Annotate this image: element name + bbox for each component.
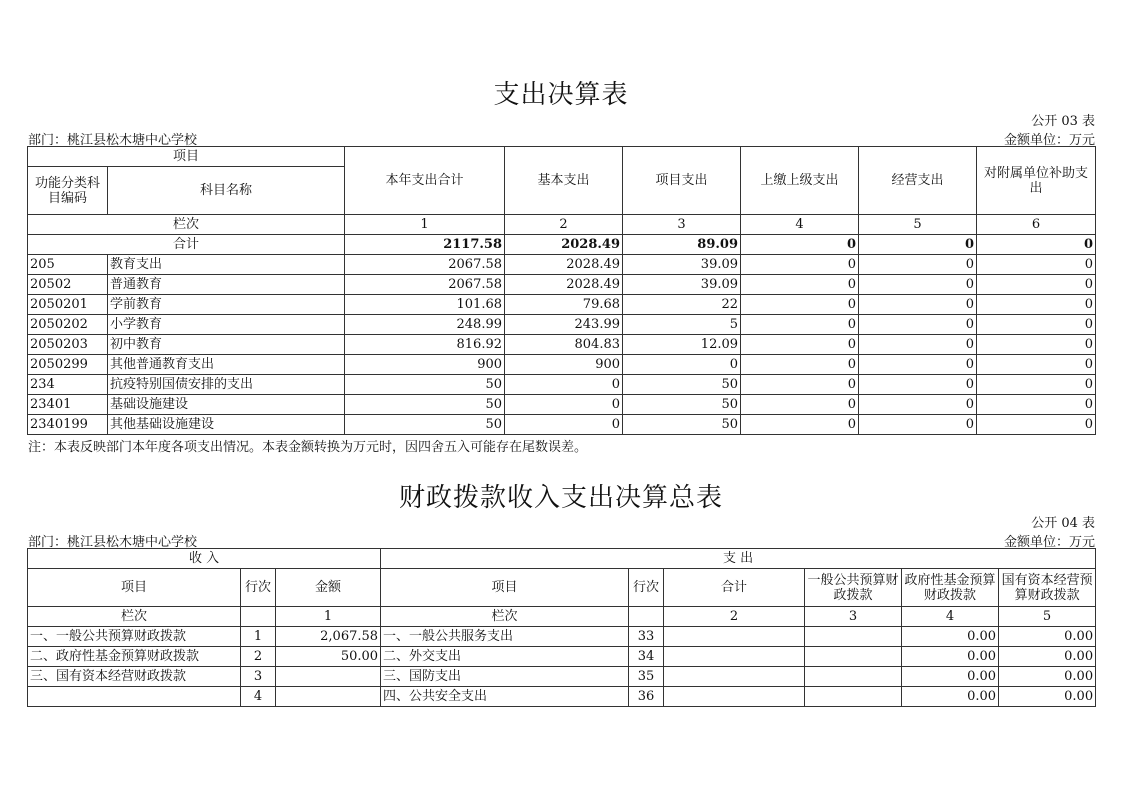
row-value: 0 (741, 355, 859, 375)
expenditure-table (27, 146, 1096, 435)
row-name: 基础设施建设 (108, 395, 345, 415)
header-item: 项目 (28, 569, 241, 607)
row-name: 其他普通教育支出 (108, 355, 345, 375)
expense-general (805, 647, 902, 667)
row-value: 39.09 (623, 275, 741, 295)
expense-state: 0.00 (999, 647, 1096, 667)
expense-item: 一、一般公共服务支出 (381, 627, 629, 647)
row-value: 0 (859, 415, 977, 435)
income-header: 收 入 (28, 549, 381, 569)
header-subsidy: 对附属单位补助支出 (977, 147, 1096, 215)
expense-state: 0.00 (999, 687, 1096, 707)
row-value: 0 (859, 355, 977, 375)
row-value: 0 (741, 415, 859, 435)
row-value: 0 (505, 375, 623, 395)
row-value: 816.92 (345, 335, 505, 355)
expense-total (664, 687, 805, 707)
row-value: 0 (859, 255, 977, 275)
expense-state: 0.00 (999, 667, 1096, 687)
row-value: 2028.49 (505, 255, 623, 275)
row-value: 0 (977, 335, 1096, 355)
table-row (28, 415, 1096, 435)
row-name: 普通教育 (108, 275, 345, 295)
total-cell: 2117.58 (345, 235, 505, 255)
row-value: 0 (977, 415, 1096, 435)
header-expense-item: 项目 (381, 569, 629, 607)
row-value: 5 (623, 315, 741, 335)
row-value: 0 (741, 255, 859, 275)
table-row (28, 315, 1096, 335)
total-cell: 2028.49 (505, 235, 623, 255)
header-name: 科目名称 (108, 167, 345, 215)
header-fund-budget: 政府性基金预算财政拨款 (902, 569, 999, 607)
header-sum: 合计 (664, 569, 805, 607)
table2-department: 部门：桃江县松木塘中心学校 (28, 535, 198, 550)
total-cell: 0 (741, 235, 859, 255)
lanci-col: 2 (664, 607, 805, 627)
table-row (28, 647, 1096, 667)
expense-fund: 0.00 (902, 667, 999, 687)
row-value: 0 (977, 275, 1096, 295)
lanci-col: 1 (276, 607, 381, 627)
lanci-label-expense: 栏次 (381, 607, 629, 627)
header-business: 经营支出 (859, 147, 977, 215)
table-row (28, 295, 1096, 315)
table-row (28, 627, 1096, 647)
table1-note: 注：本表反映部门本年度各项支出情况。本表金额转换为万元时，因四舍五入可能存在尾数误差。 (28, 440, 588, 455)
row-code: 20502 (28, 275, 108, 295)
row-value: 900 (505, 355, 623, 375)
expense-state: 0.00 (999, 627, 1096, 647)
table2-unit: 金额单位：万元 (1003, 535, 1095, 550)
income-amount: 2,067.58 (276, 627, 381, 647)
row-name: 小学教育 (108, 315, 345, 335)
row-value: 12.09 (623, 335, 741, 355)
row-value: 0 (505, 395, 623, 415)
expense-row-no: 34 (629, 647, 664, 667)
table-row (28, 355, 1096, 375)
row-value: 0 (859, 315, 977, 335)
header-expense-row-no: 行次 (629, 569, 664, 607)
row-name: 教育支出 (108, 255, 345, 275)
row-value: 2028.49 (505, 275, 623, 295)
row-name: 其他基础设施建设 (108, 415, 345, 435)
row-value: 0 (859, 295, 977, 315)
row-value: 0 (741, 275, 859, 295)
row-value: 248.99 (345, 315, 505, 335)
row-value: 0 (977, 355, 1096, 375)
lanci-col: 4 (902, 607, 999, 627)
header-upper: 上缴上级支出 (741, 147, 859, 215)
table1-unit: 金额单位：万元 (1003, 133, 1095, 148)
row-value: 0 (977, 375, 1096, 395)
expense-total (664, 667, 805, 687)
lanci-col: 5 (859, 215, 977, 235)
row-value: 50 (623, 395, 741, 415)
row-value: 0 (977, 315, 1096, 335)
row-value: 0 (741, 395, 859, 415)
row-value: 0 (741, 375, 859, 395)
row-value: 101.68 (345, 295, 505, 315)
table-row (28, 275, 1096, 295)
row-value: 50 (623, 375, 741, 395)
row-value: 0 (741, 335, 859, 355)
lanci-label: 栏次 (28, 607, 241, 627)
row-value: 243.99 (505, 315, 623, 335)
header-state-capital: 国有资本经营预算财政拨款 (999, 569, 1096, 607)
table1-form-number: 公开 03 表 (1031, 114, 1095, 129)
row-value: 0 (859, 275, 977, 295)
table-row (28, 255, 1096, 275)
income-row-no: 3 (241, 667, 276, 687)
income-amount (276, 687, 381, 707)
income-item: 一、一般公共预算财政拨款 (28, 627, 241, 647)
row-value: 0 (977, 295, 1096, 315)
row-value: 0 (741, 295, 859, 315)
lanci-col: 3 (805, 607, 902, 627)
income-amount (276, 667, 381, 687)
row-code: 2050299 (28, 355, 108, 375)
header-total: 本年支出合计 (345, 147, 505, 215)
row-value: 50 (345, 395, 505, 415)
row-value: 2067.58 (345, 275, 505, 295)
fiscal-appropriation-table (27, 548, 1096, 707)
income-row-no: 2 (241, 647, 276, 667)
total-label: 合计 (28, 235, 345, 255)
row-value: 0 (977, 255, 1096, 275)
income-item (28, 687, 241, 707)
row-code: 23401 (28, 395, 108, 415)
lanci-col: 1 (345, 215, 505, 235)
row-code: 234 (28, 375, 108, 395)
row-name: 抗疫特别国债安排的支出 (108, 375, 345, 395)
row-value: 900 (345, 355, 505, 375)
table-row (28, 375, 1096, 395)
expense-fund: 0.00 (902, 627, 999, 647)
row-value: 2067.58 (345, 255, 505, 275)
expense-row-no: 36 (629, 687, 664, 707)
row-name: 初中教育 (108, 335, 345, 355)
total-cell: 89.09 (623, 235, 741, 255)
header-project: 项目支出 (623, 147, 741, 215)
lanci-col: 3 (623, 215, 741, 235)
header-amount: 金额 (276, 569, 381, 607)
expense-item: 三、国防支出 (381, 667, 629, 687)
income-row-no: 1 (241, 627, 276, 647)
lanci-col: 6 (977, 215, 1096, 235)
expense-header: 支 出 (381, 549, 1096, 569)
row-value: 0 (505, 415, 623, 435)
row-value: 79.68 (505, 295, 623, 315)
expense-total (664, 627, 805, 647)
row-value: 39.09 (623, 255, 741, 275)
expense-general (805, 627, 902, 647)
table1-department: 部门：桃江县松木塘中心学校 (28, 133, 198, 148)
table-row (28, 667, 1096, 687)
row-value: 0 (977, 395, 1096, 415)
expense-general (805, 667, 902, 687)
expense-total (664, 647, 805, 667)
row-value: 0 (741, 315, 859, 335)
row-code: 2050201 (28, 295, 108, 315)
row-value: 0 (859, 375, 977, 395)
lanci-col: 5 (999, 607, 1096, 627)
row-value: 50 (623, 415, 741, 435)
total-cell: 0 (859, 235, 977, 255)
table-row (28, 335, 1096, 355)
row-code: 2340199 (28, 415, 108, 435)
table2-title: 财政拨款收入支出决算总表 (398, 483, 723, 513)
table1-title: 支出决算表 (493, 80, 629, 110)
row-value: 0 (859, 335, 977, 355)
total-cell: 0 (977, 235, 1096, 255)
expense-fund: 0.00 (902, 647, 999, 667)
header-basic: 基本支出 (505, 147, 623, 215)
table2-form-number: 公开 04 表 (1031, 516, 1095, 531)
row-value: 804.83 (505, 335, 623, 355)
row-value: 0 (859, 395, 977, 415)
row-code: 2050203 (28, 335, 108, 355)
expense-row-no: 33 (629, 627, 664, 647)
table-row (28, 687, 1096, 707)
expense-item: 二、外交支出 (381, 647, 629, 667)
header-row-no: 行次 (241, 569, 276, 607)
header-item: 项目 (28, 147, 345, 167)
income-item: 二、政府性基金预算财政拨款 (28, 647, 241, 667)
row-code: 2050202 (28, 315, 108, 335)
income-amount: 50.00 (276, 647, 381, 667)
lanci-col: 4 (741, 215, 859, 235)
expense-general (805, 687, 902, 707)
row-value: 50 (345, 375, 505, 395)
row-name: 学前教育 (108, 295, 345, 315)
row-value: 0 (623, 355, 741, 375)
expense-row-no: 35 (629, 667, 664, 687)
income-row-no: 4 (241, 687, 276, 707)
header-general-budget: 一般公共预算财政拨款 (805, 569, 902, 607)
table-row (28, 395, 1096, 415)
expense-item: 四、公共安全支出 (381, 687, 629, 707)
header-code: 功能分类科目编码 (28, 167, 108, 215)
income-item: 三、国有资本经营财政拨款 (28, 667, 241, 687)
expense-fund: 0.00 (902, 687, 999, 707)
row-value: 50 (345, 415, 505, 435)
lanci-col: 2 (505, 215, 623, 235)
row-value: 22 (623, 295, 741, 315)
row-code: 205 (28, 255, 108, 275)
lanci-label: 栏次 (28, 215, 345, 235)
